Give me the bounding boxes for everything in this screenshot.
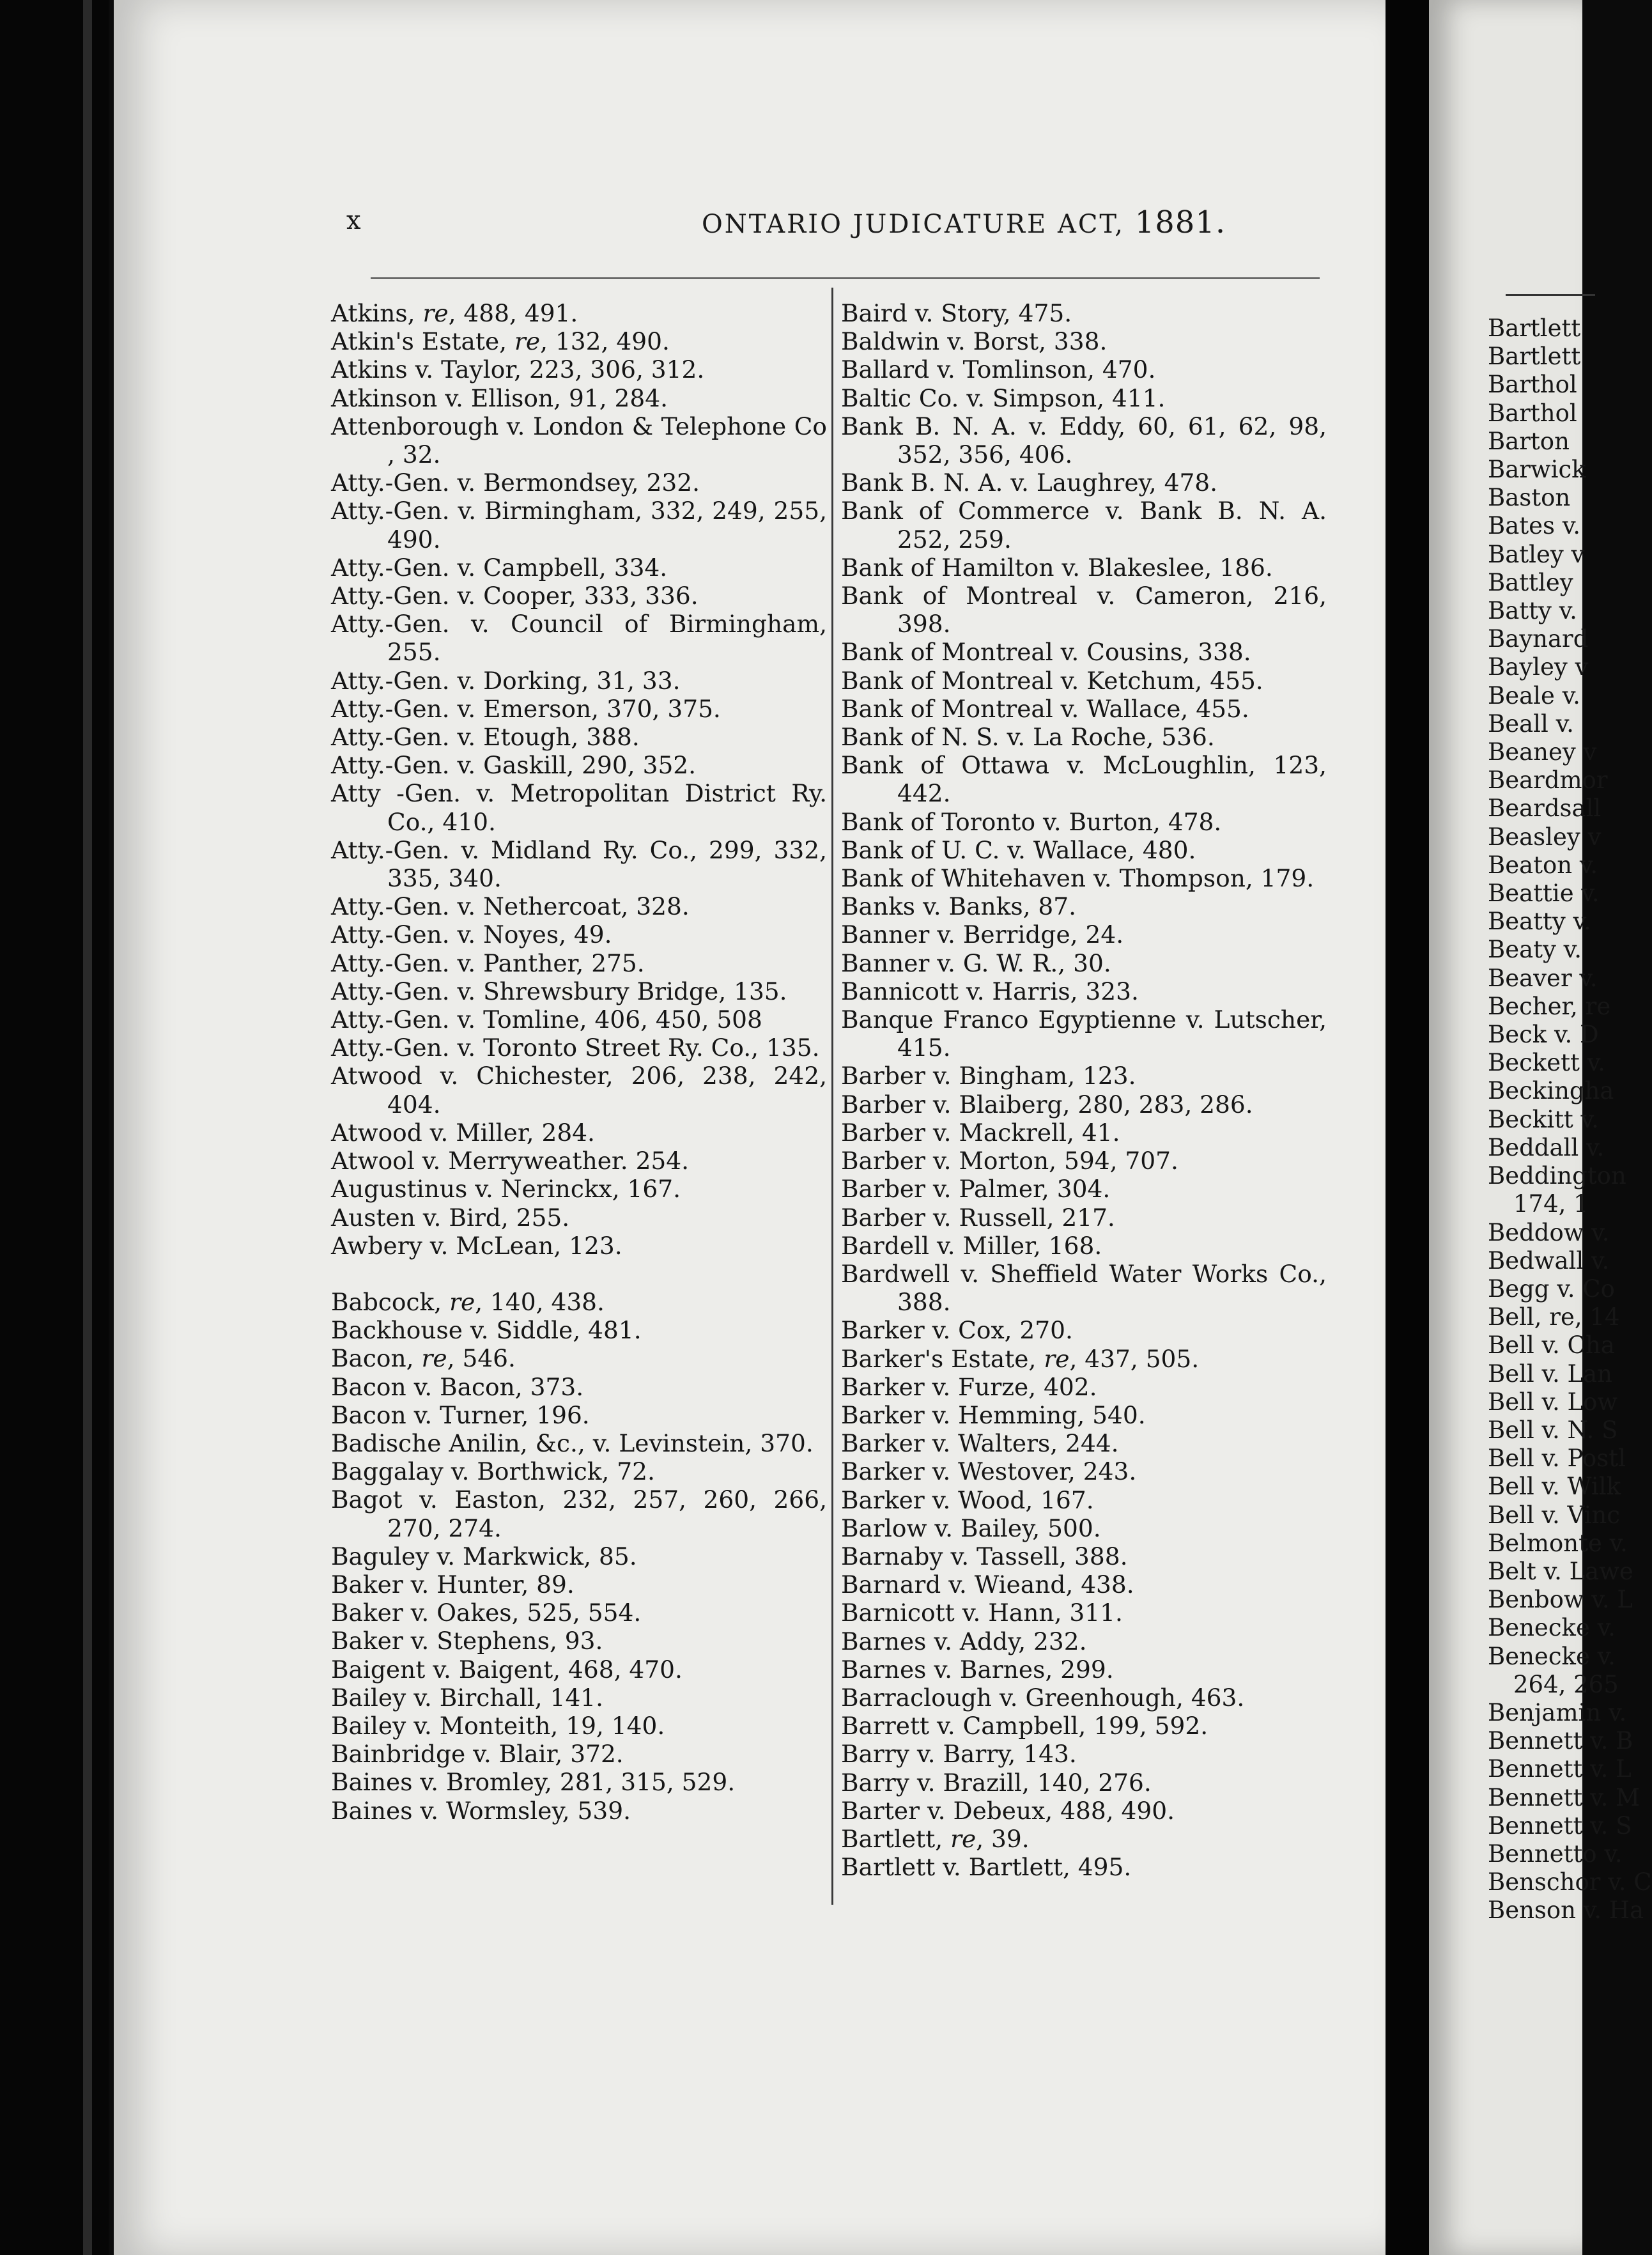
next-page-fragment: Beaty v.: [1488, 936, 1582, 964]
index-entry: Atty -Gen. v. Metropolitan District Ry. Co., 410.: [331, 779, 827, 836]
next-page-fragment: Bell v. Low: [1488, 1388, 1618, 1416]
index-entry: Barlow v. Bailey, 500.: [841, 1514, 1101, 1542]
index-entry: Barraclough v. Greenhough, 463.: [841, 1683, 1245, 1712]
index-entry: Barry v. Barry, 143.: [841, 1740, 1077, 1769]
next-page-fragment: Beasley v: [1488, 823, 1602, 851]
next-page-fragment: Barthol: [1488, 371, 1577, 399]
index-entry: Attenborough v. London & Telephone Co , 32.: [331, 412, 827, 469]
index-entry: Barber v. Palmer, 304.: [841, 1175, 1111, 1204]
next-page-fragment: Beatty v.: [1488, 908, 1591, 936]
index-entry: Barry v. Brazill, 140, 276.: [841, 1768, 1152, 1797]
index-entry: Bardell v. Miller, 168.: [841, 1231, 1102, 1260]
next-page-fragment: Beaver v.: [1488, 964, 1598, 992]
index-entry: Banner v. G. W. R., 30.: [841, 949, 1111, 977]
index-entry: Atty.-Gen. v. Council of Birmingham, 255.: [331, 610, 827, 667]
next-page-fragment: Beddington: [1488, 1162, 1626, 1190]
index-entry: Barnicott v. Hann, 311.: [841, 1599, 1123, 1627]
index-entry: Barker v. Wood, 167.: [841, 1485, 1094, 1514]
index-entry: Bailey v. Monteith, 19, 140.: [331, 1711, 665, 1740]
index-entry: Bagot v. Easton, 232, 257, 260, 266, 270, 274.: [331, 1485, 827, 1542]
next-page-fragment: Beddow v.: [1488, 1218, 1610, 1246]
index-entry: Baker v. Stephens, 93.: [331, 1627, 603, 1655]
index-entry: Atty.-Gen. v. Cooper, 333, 336.: [331, 582, 699, 610]
index-entry: Baker v. Oakes, 525, 554.: [331, 1599, 642, 1627]
next-page-fragment: Bell, re, 14: [1488, 1303, 1620, 1331]
index-entry: Bank of Montreal v. Wallace, 455.: [841, 694, 1249, 723]
left-binding-edge: [0, 0, 109, 2255]
index-entry: Badische Anilin, &c., v. Levinstein, 370.: [331, 1429, 814, 1457]
book-gutter: [1386, 0, 1429, 2255]
index-entry: Babcock, re, 140, 438.: [331, 1287, 605, 1316]
next-page-fragment: Baynard: [1488, 625, 1589, 653]
next-page-fragment: Benecke v.: [1488, 1614, 1616, 1642]
next-page-fragment: Benecke v.: [1488, 1642, 1616, 1670]
next-page-fragment: Beale v.: [1488, 681, 1580, 709]
next-page-fragment: Beardmor: [1488, 766, 1608, 794]
index-entry: Barber v. Morton, 594, 707.: [841, 1147, 1178, 1175]
running-head-title: ONTARIO JUDICATURE ACT,: [702, 210, 1125, 239]
left-binding-rule: [83, 0, 92, 2255]
next-page-fragment: Beckingha: [1488, 1077, 1614, 1105]
index-entry: Atty.-Gen. v. Tomline, 406, 450, 508: [331, 1005, 762, 1034]
next-page-header-rule: [1506, 294, 1595, 296]
next-page-fragment: Beardsall: [1488, 794, 1602, 823]
index-entry: Barrett v. Campbell, 199, 592.: [841, 1712, 1208, 1740]
next-page-fragment: Beck v. D: [1488, 1021, 1599, 1049]
next-page-fragment: Bell v. Wilk: [1488, 1473, 1621, 1501]
index-entry: Atty.-Gen. v. Shrewsbury Bridge, 135.: [331, 977, 787, 1005]
index-entry: Baigent v. Baigent, 468, 470.: [331, 1655, 683, 1684]
next-page-fragment: Benschor v. C: [1488, 1868, 1652, 1896]
next-page-fragment: Benbow v. L: [1488, 1586, 1633, 1614]
index-entry: Baines v. Bromley, 281, 315, 529.: [331, 1768, 736, 1797]
index-entry: Bank of Toronto v. Burton, 478.: [841, 807, 1222, 836]
index-entry: Barter v. Debeux, 488, 490.: [841, 1796, 1175, 1825]
next-page-fragment: Beckitt v.: [1488, 1105, 1599, 1133]
index-entry: Austen v. Bird, 255.: [331, 1203, 570, 1232]
index-letter-gap: [331, 1260, 827, 1288]
index-entry: Baguley v. Markwick, 85.: [331, 1542, 637, 1570]
next-page-fragment: Barwick: [1488, 456, 1586, 484]
running-head-year: 1881.: [1134, 205, 1226, 240]
next-page-fragment: Bennetto v.: [1488, 1840, 1623, 1868]
next-page-fragment: Batley v: [1488, 540, 1585, 568]
index-entry: Ballard v. Tomlinson, 470.: [841, 355, 1156, 384]
index-entry: Banner v. Berridge, 24.: [841, 920, 1124, 949]
index-entry: Bartlett v. Bartlett, 495.: [841, 1853, 1132, 1882]
index-entry: Barker v. Hemming, 540.: [841, 1400, 1146, 1429]
next-page-fragment: Battley: [1488, 568, 1573, 596]
index-entry: Bank of Hamilton v. Blakeslee, 186.: [841, 553, 1273, 582]
index-entry: Bailey v. Birchall, 141.: [331, 1683, 604, 1712]
index-entry: Atty.-Gen. v. Noyes, 49.: [331, 920, 612, 949]
next-page-fragment: Becher, re: [1488, 992, 1611, 1020]
index-entry: Barber v. Russell, 217.: [841, 1203, 1115, 1232]
header-rule: [371, 277, 1320, 279]
index-entry: Atty.-Gen. v. Midland Ry. Co., 299, 332, 335, 340.: [331, 835, 827, 893]
index-entry: Atkinson v. Ellison, 91, 284.: [331, 384, 668, 412]
index-entry: Barnes v. Barnes, 299.: [841, 1655, 1114, 1684]
next-page-fragment: Bennett v. M: [1488, 1783, 1640, 1811]
index-entry: Bacon, re, 546.: [331, 1344, 516, 1373]
next-page-fragment: Bennett v. S: [1488, 1811, 1632, 1840]
index-entry: Atty.-Gen. v. Emerson, 370, 375.: [331, 694, 721, 723]
page-folio: x: [346, 206, 362, 235]
index-entry: Atkins v. Taylor, 223, 306, 312.: [331, 355, 705, 384]
next-page-fragment: Barthol: [1488, 399, 1577, 427]
index-entry: Barker v. Cox, 270.: [841, 1316, 1073, 1345]
left-index-column: [331, 299, 827, 1825]
index-entry: Augustinus v. Nerinckx, 167.: [331, 1175, 681, 1204]
index-entry: Bank of Montreal v. Cousins, 338.: [841, 638, 1251, 667]
index-entry: Baggalay v. Borthwick, 72.: [331, 1457, 655, 1486]
index-entry: Atty.-Gen. v. Birmingham, 332, 249, 255, 490.: [331, 497, 827, 554]
next-page-fragment: Benjamin v.: [1488, 1698, 1627, 1726]
index-entry: Backhouse v. Siddle, 481.: [331, 1316, 642, 1345]
index-entry: Baldwin v. Borst, 338.: [841, 327, 1108, 356]
index-entry: Bank of Montreal v. Cameron, 216, 398.: [841, 582, 1327, 639]
index-entry: Atty.-Gen. v. Dorking, 31, 33.: [331, 666, 681, 695]
next-page-fragment: Beattie v.: [1488, 880, 1600, 908]
index-entry: Bacon v. Bacon, 373.: [331, 1372, 584, 1401]
index-entry: Barber v. Mackrell, 41.: [841, 1118, 1120, 1147]
index-entry: Barnes v. Addy, 232.: [841, 1627, 1087, 1655]
index-entry: Barker's Estate, re, 437, 505.: [841, 1344, 1200, 1373]
index-entry: Bank of Whitehaven v. Thompson, 179.: [841, 864, 1315, 893]
next-page-fragment: Beaney v: [1488, 738, 1597, 766]
index-entry: Banks v. Banks, 87.: [841, 892, 1077, 921]
index-entry: Atty.-Gen. v. Campbell, 334.: [331, 553, 668, 582]
next-page-fragment: Bartlett: [1488, 343, 1581, 371]
next-page-fragment: 264, 265: [1513, 1670, 1619, 1698]
next-page-fragment: Bell v. Postl: [1488, 1445, 1626, 1473]
index-entry: Bank B. N. A. v. Eddy, 60, 61, 62, 98, 352, 356, 406.: [841, 412, 1327, 469]
next-page-fragment: Baston: [1488, 484, 1571, 512]
next-page-fragment: Bedwall v.: [1488, 1246, 1610, 1275]
next-page-fragment: Beddall v.: [1488, 1133, 1605, 1161]
running-head: [702, 205, 1226, 240]
index-entry: Awbery v. McLean, 123.: [331, 1231, 622, 1260]
index-entry: Bardwell v. Sheffield Water Works Co., 388.: [841, 1259, 1327, 1317]
index-entry: Baker v. Hunter, 89.: [331, 1570, 575, 1599]
column-divider: [831, 288, 833, 1905]
index-entry: Atwood v. Chichester, 206, 238, 242, 404.: [331, 1062, 827, 1119]
index-entry: Barker v. Furze, 402.: [841, 1372, 1097, 1401]
index-entry: Barnaby v. Tassell, 388.: [841, 1542, 1128, 1570]
next-page-fragment: Bartlett: [1488, 314, 1581, 342]
index-entry: Barker v. Walters, 244.: [841, 1429, 1119, 1458]
index-entry: Bank of Commerce v. Bank B. N. A. 252, 259.: [841, 497, 1327, 554]
next-page-fragment: Beall v.: [1488, 709, 1574, 738]
next-page-fragment: Beckett v.: [1488, 1049, 1605, 1077]
next-page-fragment: Batty v.: [1488, 597, 1577, 625]
index-entry: Atty.-Gen. v. Bermondsey, 232.: [331, 469, 700, 497]
index-entry: Atwood v. Miller, 284.: [331, 1118, 595, 1147]
index-entry: Atty.-Gen. v. Gaskill, 290, 352.: [331, 751, 697, 780]
next-page-fragment: Bell v. Lan: [1488, 1360, 1613, 1388]
next-page-fragment: Bell v. N. S: [1488, 1416, 1618, 1444]
index-entry: Atty.-Gen. v. Toronto Street Ry. Co., 135.: [331, 1034, 820, 1062]
next-page-fragment: Bell v. Vinc: [1488, 1501, 1621, 1529]
next-page-fragment: Bennett v. L: [1488, 1755, 1632, 1783]
index-entry: Barber v. Bingham, 123.: [841, 1062, 1136, 1090]
right-index-column: [841, 299, 1327, 1881]
index-entry: Atty.-Gen. v. Etough, 388.: [331, 723, 640, 752]
index-entry: Bacon v. Turner, 196.: [331, 1400, 590, 1429]
index-entry: Baltic Co. v. Simpson, 411.: [841, 384, 1166, 412]
next-page-fragment: Beaton v.: [1488, 851, 1598, 879]
next-page-fragment: Bennett v. B: [1488, 1727, 1633, 1755]
next-page-fragment: Bell v. Cha: [1488, 1331, 1615, 1360]
index-entry: Atwool v. Merryweather. 254.: [331, 1147, 690, 1175]
index-entry: Barber v. Blaiberg, 280, 283, 286.: [841, 1090, 1253, 1119]
next-page-fragment: Begg v. Co: [1488, 1275, 1615, 1303]
next-page-column: [1488, 314, 1652, 1925]
next-page-fragment: Barton: [1488, 427, 1570, 455]
index-entry: Atty.-Gen. v. Panther, 275.: [331, 949, 645, 977]
index-entry: Bank of Ottawa v. McLoughlin, 123, 442.: [841, 751, 1327, 808]
index-entry: Bartlett, re, 39.: [841, 1824, 1030, 1853]
next-page-fragment: Bates v.: [1488, 512, 1581, 540]
next-page-edge: [1429, 0, 1652, 2255]
index-entry: Atty.-Gen. v. Nethercoat, 328.: [331, 892, 690, 921]
index-entry: Bank of Montreal v. Ketchum, 455.: [841, 666, 1263, 695]
index-entry: Bank of U. C. v. Wallace, 480.: [841, 835, 1196, 864]
index-entry: Baines v. Wormsley, 539.: [331, 1796, 631, 1825]
next-page-fragment: Benson v. Ha: [1488, 1896, 1644, 1925]
next-page-fragment: Belt v. Lawe: [1488, 1557, 1633, 1585]
index-entry: Banque Franco Egyptienne v. Lutscher, 415.: [841, 1005, 1327, 1062]
index-entry: Bannicott v. Harris, 323.: [841, 977, 1139, 1005]
index-entry: Bank B. N. A. v. Laughrey, 478.: [841, 469, 1218, 497]
index-entry: Atkin's Estate, re, 132, 490.: [331, 327, 670, 356]
index-entry: Barker v. Westover, 243.: [841, 1457, 1137, 1486]
next-page-fragment: Belmonte v.: [1488, 1529, 1628, 1557]
index-entry: Barnard v. Wieand, 438.: [841, 1570, 1134, 1599]
index-entry: Bainbridge v. Blair, 372.: [331, 1740, 624, 1769]
index-entry: Atkins, re, 488, 491.: [331, 299, 578, 327]
next-page-fragment: 174, 1: [1513, 1190, 1589, 1218]
index-entry: Baird v. Story, 475.: [841, 299, 1072, 327]
index-entry: Bank of N. S. v. La Roche, 536.: [841, 723, 1215, 752]
next-page-fragment: Bayley v: [1488, 653, 1589, 681]
